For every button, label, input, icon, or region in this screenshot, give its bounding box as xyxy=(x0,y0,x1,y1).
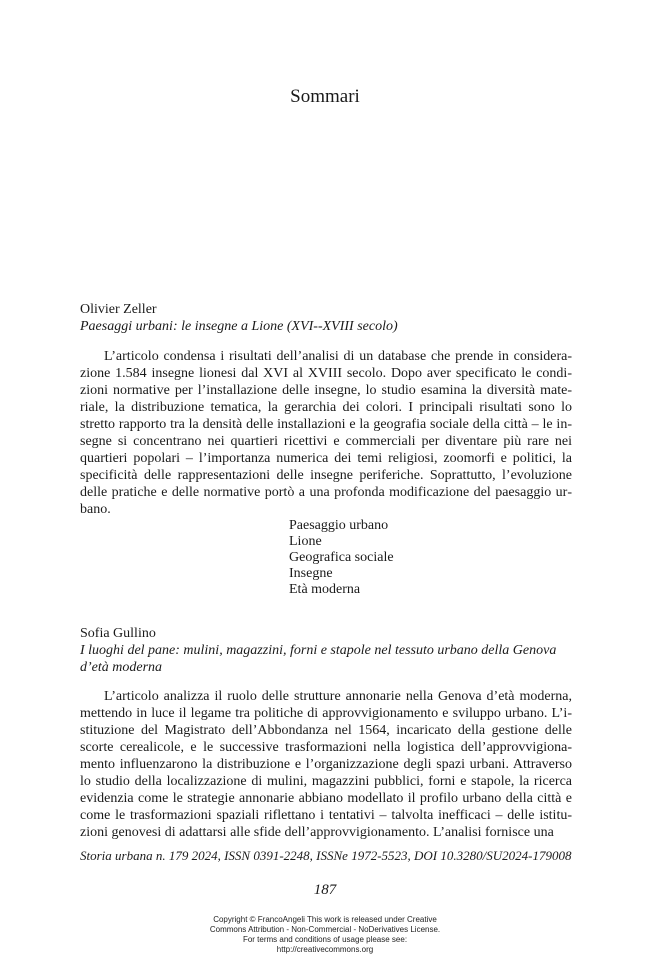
page-title: Sommari xyxy=(290,86,360,107)
keyword: Geografica sociale xyxy=(289,550,394,565)
license-link[interactable]: http://creativecommons.org xyxy=(276,945,374,954)
article-2-author: Sofia Gullino xyxy=(80,626,156,641)
article-1-keywords xyxy=(289,518,394,598)
keyword: Lione xyxy=(289,534,322,549)
license-line: Copyright © FrancoAngeli This work is released under Creative xyxy=(213,915,437,924)
page-number: 187 xyxy=(313,882,337,898)
journal-citation: Storia urbana n. 179 2024, ISSN 0391-2248, ISSNe 1972-5523, DOI 10.3280/SU2024-179008 xyxy=(80,848,572,863)
article-1-author: Olivier Zeller xyxy=(80,302,157,317)
article-1-abstract: L’articolo condensa i risultati dell’analisi di un database che prende in considerazione 1.584 insegne lionesi dal XVI al XVIII secolo. Dopo aver specificato le condizioni normative per l’installazione delle insegne, lo studio esamina la diversità materiale, la distribuzione tematica, la gerarchia dei colori. I principali risultati sono lo stretto rapporto tra la densità delle installazioni e la geografia sociale della città – le insegne si concentrano nei quartieri ricettivi e commerciali per diventare più rare nei quartieri popolari – l’importanza numerica dei temi religiosi, zoomorfi e politici, la specificità delle rappresentazioni delle insegne periferiche. Soprattutto, l’evoluzione delle pratiche e delle normative portò a una profonda modificazione del paesaggio urbano. xyxy=(80,349,572,517)
keyword: Insegne xyxy=(289,566,333,581)
article-2-title: I luoghi del pane: mulini, magazzini, forni e stapole nel tessuto urbano della Genova d’età moderna xyxy=(80,643,557,675)
license-notice xyxy=(0,915,650,955)
license-line: Commons Attribution - Non-Commercial - NoDerivatives License. xyxy=(209,925,441,934)
license-line: For terms and conditions of usage please see: xyxy=(242,935,408,944)
article-1-title: Paesaggi urbani: le insegne a Lione (XVI--XVIII secolo) xyxy=(80,319,398,334)
keyword: Età moderna xyxy=(289,582,361,597)
keyword: Paesaggio urbano xyxy=(289,518,389,533)
article-2-abstract: L’articolo analizza il ruolo delle strutture annonarie nella Genova d’età moderna, mettendo in luce il legame tra politiche di approvvigionamento e sviluppo urbano. L’istituzione del Magistrato dell’Abbondanza nel 1564, incaricato della gestione delle scorte cerealicole, e le successive trasformazioni nella logistica dell’approvvigionamento influenzarono la distribuzione e l’organizzazione degli spazi urbani. Attraverso lo studio della localizzazione di mulini, magazzini pubblici, forni e stapole, la ricerca evidenzia come le strategie annonarie abbiano modellato il profilo urbano della città e come le trasformazioni spaziali riflettano i tentativi – talvolta inefficaci – delle istituzioni genovesi di adattarsi alle sfide dell’approvvigionamento. L’analisi fornisce una xyxy=(80,689,572,840)
